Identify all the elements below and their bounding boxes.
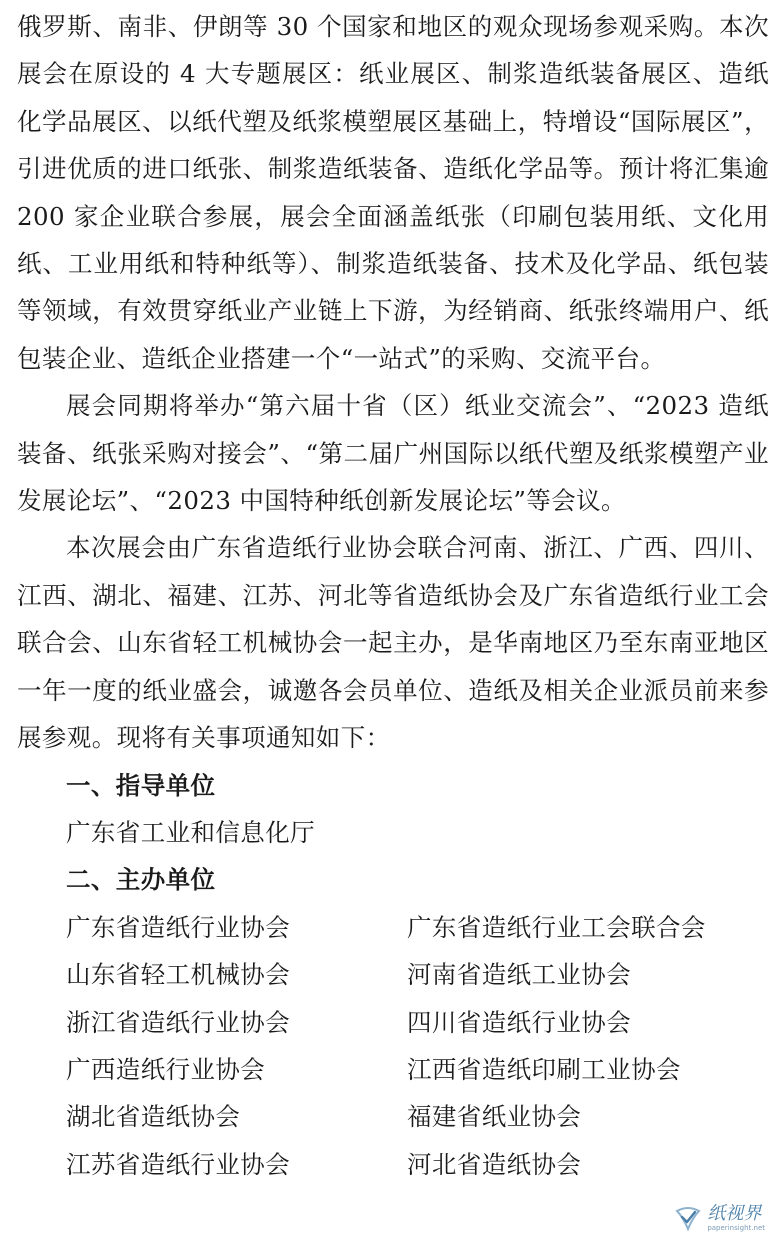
watermark-text [707, 1204, 765, 1233]
section-heading-host-units: 二、主办单位 [66, 865, 216, 895]
watermark-brand: 纸视界 [707, 1202, 762, 1224]
watermark-url: paperinsight.net [707, 1223, 765, 1232]
organizer-item: 广东省造纸行业协会 [66, 912, 291, 942]
organizer-item: 江西省造纸印刷工业协会 [407, 1054, 681, 1084]
paragraph-exhibition-intro: 俄罗斯、南非、伊朗等 30 个国家和地区的观众现场参观采购。本次展会在原设的 4 大专题展区：纸业展区、制浆造纸装备展区、造纸化学品展区、以纸代塑及纸浆模塑展区基础上，特增设“国际展区”，引进优质的进口纸张、制浆造纸装备、造纸化学品等。预计将汇集逾200 家企业联合参展，展会全面涵盖纸张（印刷包装用纸、文化用纸、工业用纸和特种纸等）、制浆造纸装备、技术及化学品、纸包装等领域，有效贯穿纸业产业链上下游，为经销商、纸张终端用户、纸包装企业、造纸企业搭建一个“一站式”的采购、交流平台。 [17, 12, 769, 373]
document-body [17, 3, 769, 1188]
organizer-item: 浙江省造纸行业协会 [66, 1007, 291, 1037]
organizer-item: 广东省造纸行业工会联合会 [407, 912, 706, 942]
organizer-item: 福建省纸业协会 [407, 1102, 582, 1132]
organizer-item: 河北省造纸协会 [407, 1149, 582, 1179]
paperinsight-logo-icon [673, 1203, 703, 1233]
organizer-item: 江苏省造纸行业协会 [66, 1149, 291, 1179]
organizer-item: 河南省造纸工业协会 [407, 960, 632, 990]
organizer-list [17, 904, 769, 1188]
watermark [673, 1203, 765, 1233]
paragraph-concurrent-events: 展会同期将举办“第六届十省（区）纸业交流会”、“2023 造纸装备、纸张采购对接会”、“第二届广州国际以纸代塑及纸浆模塑产业发展论坛”、“2023 中国特种纸创新发展论坛”等会议。 [17, 391, 769, 516]
paragraph-organizers-invitation: 本次展会由广东省造纸行业协会联合河南、浙江、广西、四川、江西、湖北、福建、江苏、河北等省造纸协会及广东省造纸行业工会联合会、山东省轻工机械协会一起主办，是华南地区乃至东南亚地区一年一度的纸业盛会，诚邀各会员单位、造纸及相关企业派员前来参展参观。现将有关事项通知如下： [17, 533, 769, 753]
organizer-item: 山东省轻工机械协会 [66, 960, 291, 990]
organizer-item: 广西造纸行业协会 [66, 1054, 266, 1084]
guiding-unit-name: 广东省工业和信息化厅 [66, 817, 315, 847]
organizer-item: 四川省造纸行业协会 [407, 1007, 632, 1037]
organizer-item: 湖北省造纸协会 [66, 1102, 241, 1132]
section-heading-guiding-unit: 一、指导单位 [66, 770, 216, 800]
